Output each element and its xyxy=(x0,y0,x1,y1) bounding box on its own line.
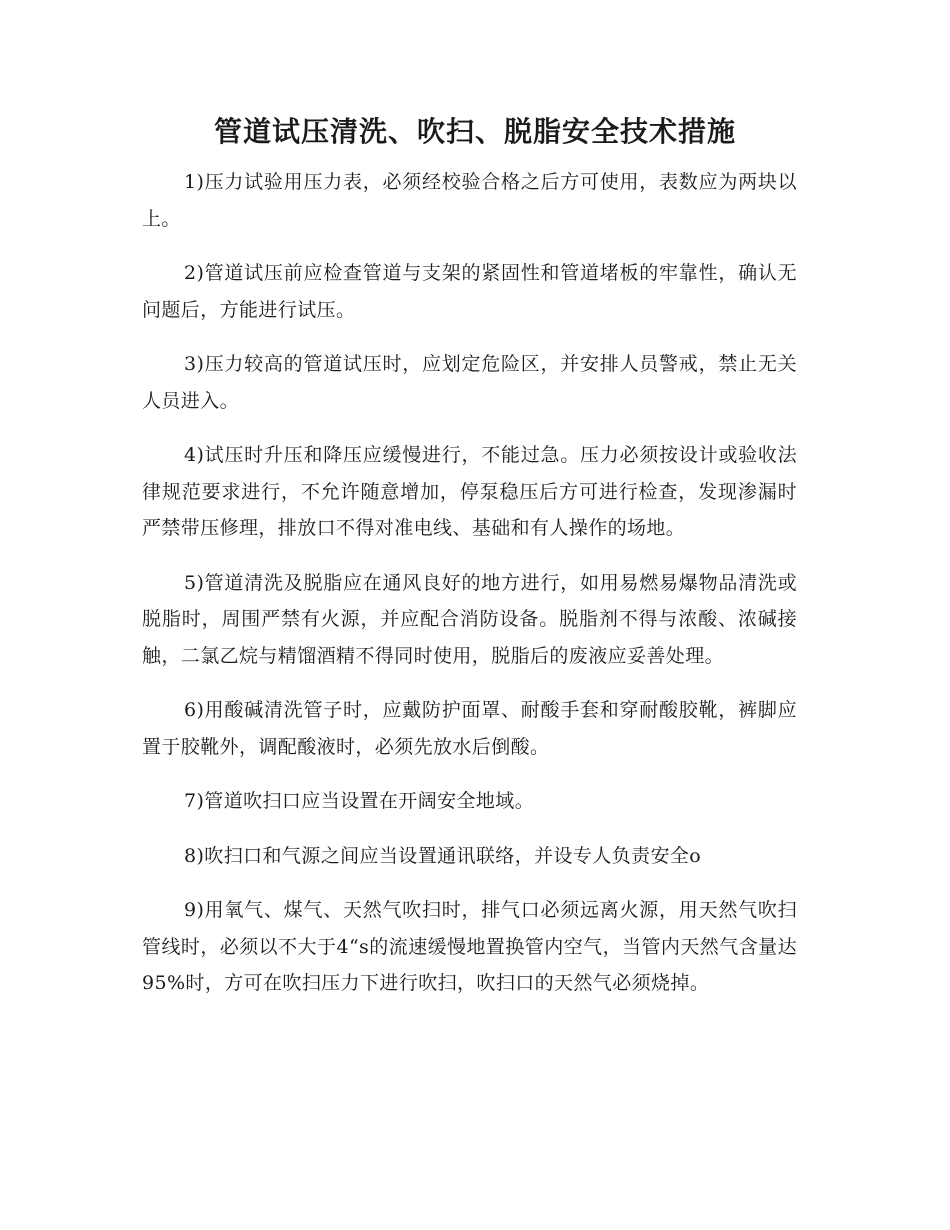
paragraph-2: 2)管道试压前应检查管道与支架的紧固性和管道堵板的牢靠性，确认无问题后，方能进行试压。 xyxy=(142,262,797,321)
paragraph-5: 5)管道清洗及脱脂应在通风良好的地方进行，如用易燃易爆物品清洗或脱脂时，周围严禁有火源，并应配合消防设备。脱脂剂不得与浓酸、浓碱接触，二氯乙烷与精馏酒精不得同时使用，脱脂后的废液应妥善处理。 xyxy=(142,571,797,667)
paragraph-6: 6)用酸碱清洗管子时，应戴防护面罩、耐酸手套和穿耐酸胶靴，裤脚应置于胶靴外，调配酸液时，必须先放水后倒酸。 xyxy=(142,699,797,758)
paragraph-1: 1)压力试验用压力表，必须经校验合格之后方可使用，表数应为两块以上。 xyxy=(142,171,797,230)
paragraph-8: 8)吹扫口和气源之间应当设置通讯联络，并设专人负责安全o xyxy=(184,844,702,867)
paragraph-3: 3)压力较高的管道试压时，应划定危险区，并安排人员警戒，禁止无关人员进入。 xyxy=(142,353,797,412)
paragraph-7: 7)管道吹扫口应当设置在开阔安全地域。 xyxy=(184,790,535,812)
paragraph-9: 9)用氧气、煤气、天然气吹扫时，排气口必须远离火源，用天然气吹扫管线时，必须以不大于4“s的流速缓慢地置换管内空气，当管内天然气含量达95%时，方可在吹扫压力下进行吹扫，吹扫口的天然气必须烧掉。 xyxy=(142,899,797,994)
document-title: 管道试压清洗、吹扫、脱脂安全技术措施 xyxy=(213,115,736,148)
paragraph-4: 4)试压时升压和降压应缓慢进行，不能过急。压力必须按设计或验收法律规范要求进行，不允许随意增加，停泵稳压后方可进行检查，发现渗漏时严禁带压修理，排放口不得对准电线、基础和有人操作的场地。 xyxy=(142,444,797,539)
document-body xyxy=(142,164,797,1020)
